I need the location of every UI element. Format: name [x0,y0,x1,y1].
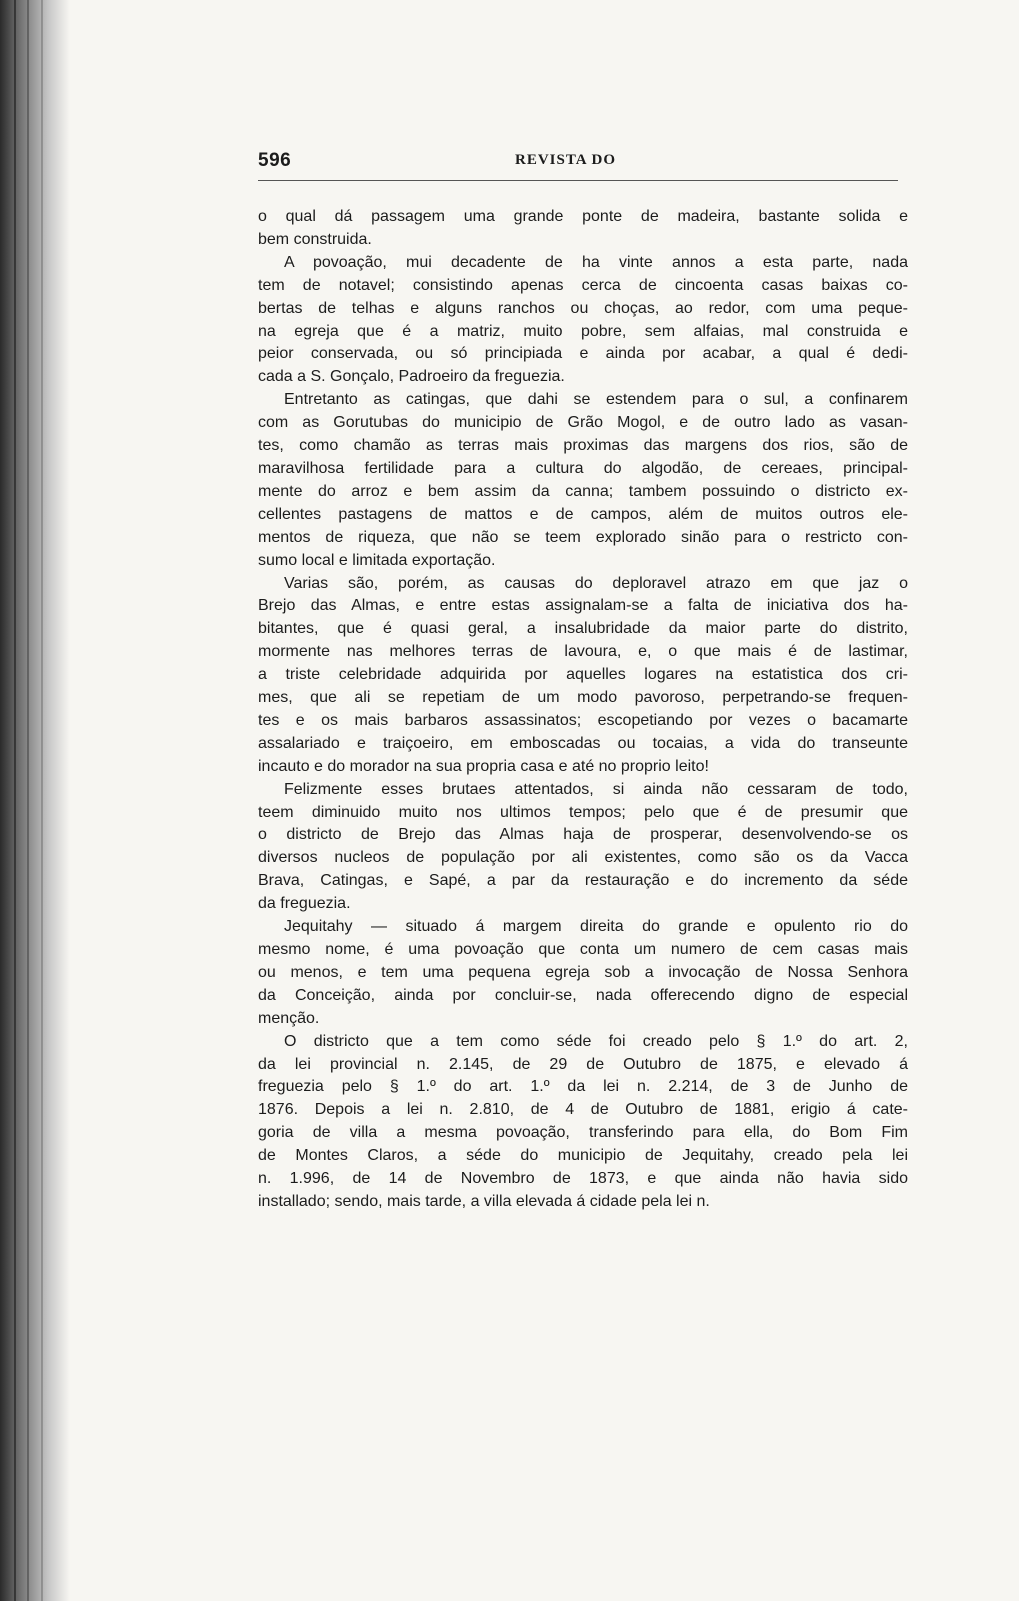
page-number: 596 [258,150,292,171]
text-line: goria de villa a mesma povoação, transferindo para ella, do Bom Fim [258,1124,908,1142]
text-line: tes e os mais barbaros assassinatos; escopetiando por vezes o bacamarte [258,711,908,729]
binding-shadow [0,0,70,1601]
text-line: mormente nas melhores terras de lavoura, e, o que mais é de lastimar, [258,643,908,661]
text-line: da Conceição, ainda por concluir-se, nada offerecendo digno de especial [258,986,908,1004]
binding-streak [41,0,43,1601]
text-line: mente do arroz e bem assim da canna; tambem possuindo o districto ex- [258,482,908,500]
text-line: menção. [258,1009,320,1027]
text-line: cada a S. Gonçalo, Padroeiro da freguezia. [258,368,565,386]
binding-streak [14,0,16,1601]
body-text [258,206,908,1214]
text-line: Jequitahy — situado á margem direita do grande e opulento rio do [284,918,908,936]
text-line: Brava, Catingas, e Sapé, a par da restauração e do incremento da séde [258,872,908,890]
running-head: REVISTA DO [515,152,616,168]
text-line: de Montes Claros, a séde do municipio de Jequitahy, creado pela lei [258,1147,908,1165]
text-line: freguezia pelo § 1.º do art. 1.º da lei n. 2.214, de 3 de Junho de [258,1078,908,1096]
text-line: Entretanto as catingas, que dahi se estendem para o sul, a confinarem [284,391,908,409]
text-line: tes, como chamão as terras mais proximas das margens dos rios, são de [258,437,908,455]
paragraph [258,916,908,1031]
text-line: bem construida. [258,230,372,248]
text-line: n. 1.996, de 14 de Novembro de 1873, e que ainda não havia sido [258,1170,908,1188]
text-line: da lei provincial n. 2.145, de 29 de Outubro de 1875, e elevado á [258,1055,908,1073]
paragraph [258,252,908,389]
text-line: maravilhosa fertilidade para a cultura do algodão, de cereaes, principal- [258,459,908,477]
paragraph [258,206,908,252]
text-line: installado; sendo, mais tarde, a villa elevada á cidade pela lei n. [258,1192,710,1210]
text-line: teem diminuido muito nos ultimos tempos; pelo que é de presumir que [258,803,908,821]
text-line: assalariado e traiçoeiro, em emboscadas ou tocaias, a vida do transeunte [258,734,908,752]
paragraph [258,573,908,779]
text-line: na egreja que é a matriz, muito pobre, sem alfaias, mal construida e [258,322,908,340]
header-rule [258,180,898,181]
text-line: da freguezia. [258,895,351,913]
text-line: bertas de telhas e alguns ranchos ou choças, ao redor, com uma peque- [258,299,908,317]
text-line: mentos de riqueza, que não se teem explorado sinão para o restricto con- [258,528,908,546]
binding-streak [27,0,29,1601]
text-line: Varias são, porém, as causas do deploravel atrazo em que jaz o [284,574,908,592]
text-line: incauto e do morador na sua propria casa e até no proprio leito! [258,757,709,775]
text-line: mes, que ali se repetiam de um modo pavoroso, perpetrando-se frequen- [258,689,908,707]
text-line: ou menos, e tem uma pequena egreja sob a invocação de Nossa Senhora [258,963,908,981]
text-line: Felizmente esses brutaes attentados, si ainda não cessaram de todo, [284,780,908,798]
paragraph [258,1031,908,1214]
text-line: 1876. Depois a lei n. 2.810, de 4 de Outubro de 1881, erigio á cate- [258,1101,908,1119]
text-line: sumo local e limitada exportação. [258,551,496,569]
text-line: tem de notavel; consistindo apenas cerca de cincoenta casas baixas co- [258,276,908,294]
text-line: peior conservada, ou só principiada e ainda por acabar, a qual é dedi- [258,345,908,363]
text-line: com as Gorutubas do municipio de Grão Mogol, e de outro lado as vasan- [258,414,908,432]
text-line: O districto que a tem como séde foi creado pelo § 1.º do art. 2, [284,1032,908,1050]
text-line: a triste celebridade adquirida por aquelles logares na estatistica dos cri- [258,666,908,684]
text-line: mesmo nome, é uma povoação que conta um numero de cem casas mais [258,941,908,958]
text-line: o qual dá passagem uma grande ponte de madeira, bastante solida e [258,208,908,225]
paragraph [258,779,908,916]
page-header [258,150,898,184]
paragraph [258,389,908,572]
text-line: o districto de Brejo das Almas haja de prosperar, desenvolvendo-se os [258,826,908,844]
text-line: A povoação, mui decadente de ha vinte annos a esta parte, nada [284,253,908,271]
text-line: cellentes pastagens de mattos e de campos, além de muitos outros ele- [258,505,908,523]
text-line: diversos nucleos de população por ali existentes, como são os da Vacca [258,849,908,867]
text-line: Brejo das Almas, e entre estas assignalam-se a falta de iniciativa dos ha- [258,597,908,615]
text-line: bitantes, que é quasi geral, a insalubridade da maior parte do distrito, [258,620,908,638]
